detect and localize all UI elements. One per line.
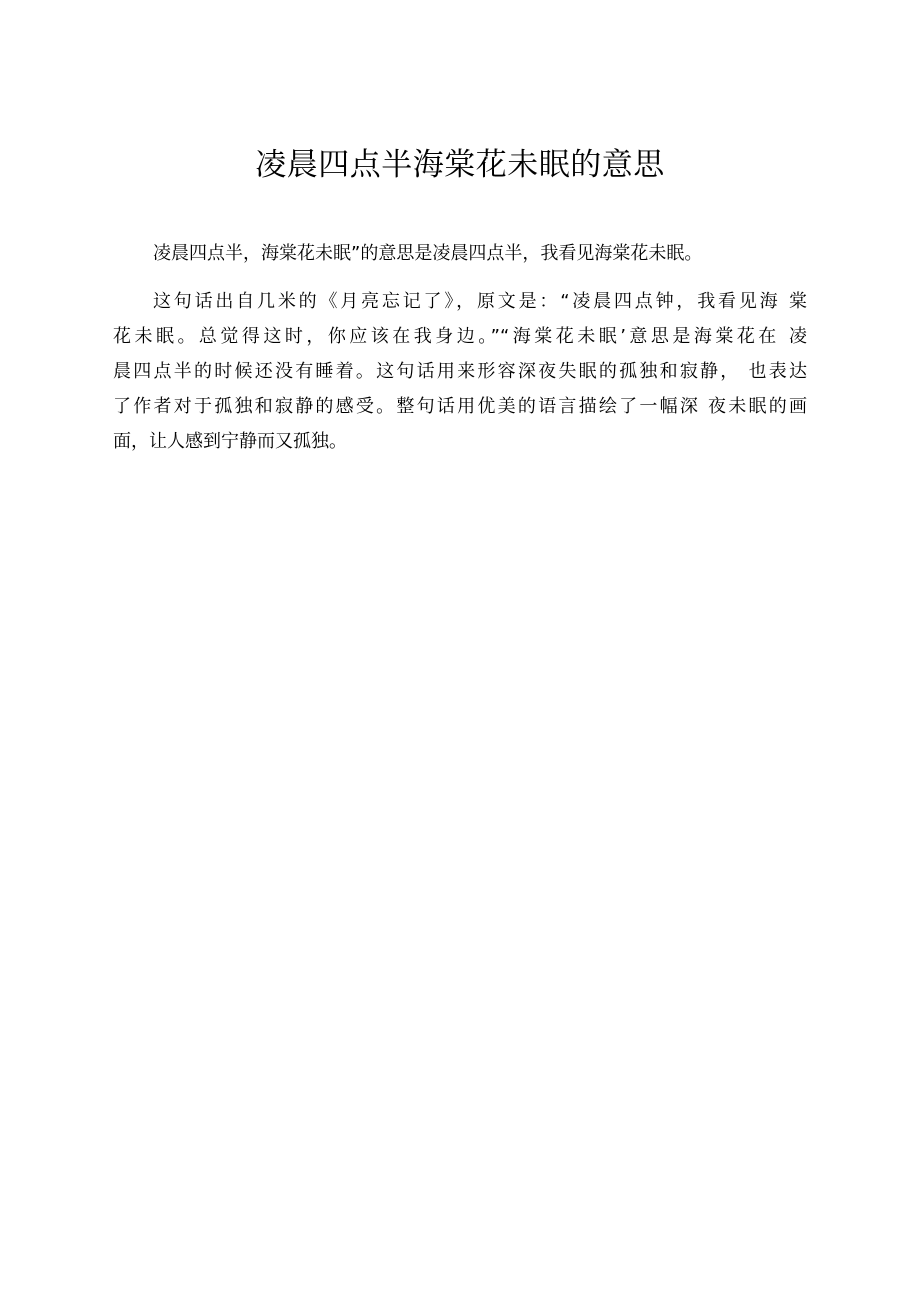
paragraph-2 xyxy=(113,284,807,459)
paragraph-2-line-4: 了作者对于孤独和寂静的感受。整句话用优美的语言描绘了一幅深 夜未眠的画 xyxy=(113,396,807,417)
paragraph-1 xyxy=(113,236,807,271)
paragraph-2-line-5: 面，让人感到宁静而又孤独。 xyxy=(113,431,347,452)
paragraph-2-line-3: 晨四点半的时候还没有睡着。这句话用来形容深夜失眠的孤独和寂静， 也表达 xyxy=(113,361,807,382)
document-title: 凌晨四点半海棠花未眠的意思 xyxy=(255,146,665,183)
paragraph-1-line-1: 凌晨四点半，海棠花未眠”的意思是凌晨四点半，我看见海棠花未眠。 xyxy=(153,243,703,264)
paragraph-2-line-2: 花未眠。总觉得这时，你应该在我身边。”“海棠花未眠’意思是海棠花在 凌 xyxy=(113,326,807,347)
paragraph-2-line-1: 这句话出自几米的《月亮忘记了》，原文是：“凌晨四点钟，我看见海 棠 xyxy=(153,291,807,312)
